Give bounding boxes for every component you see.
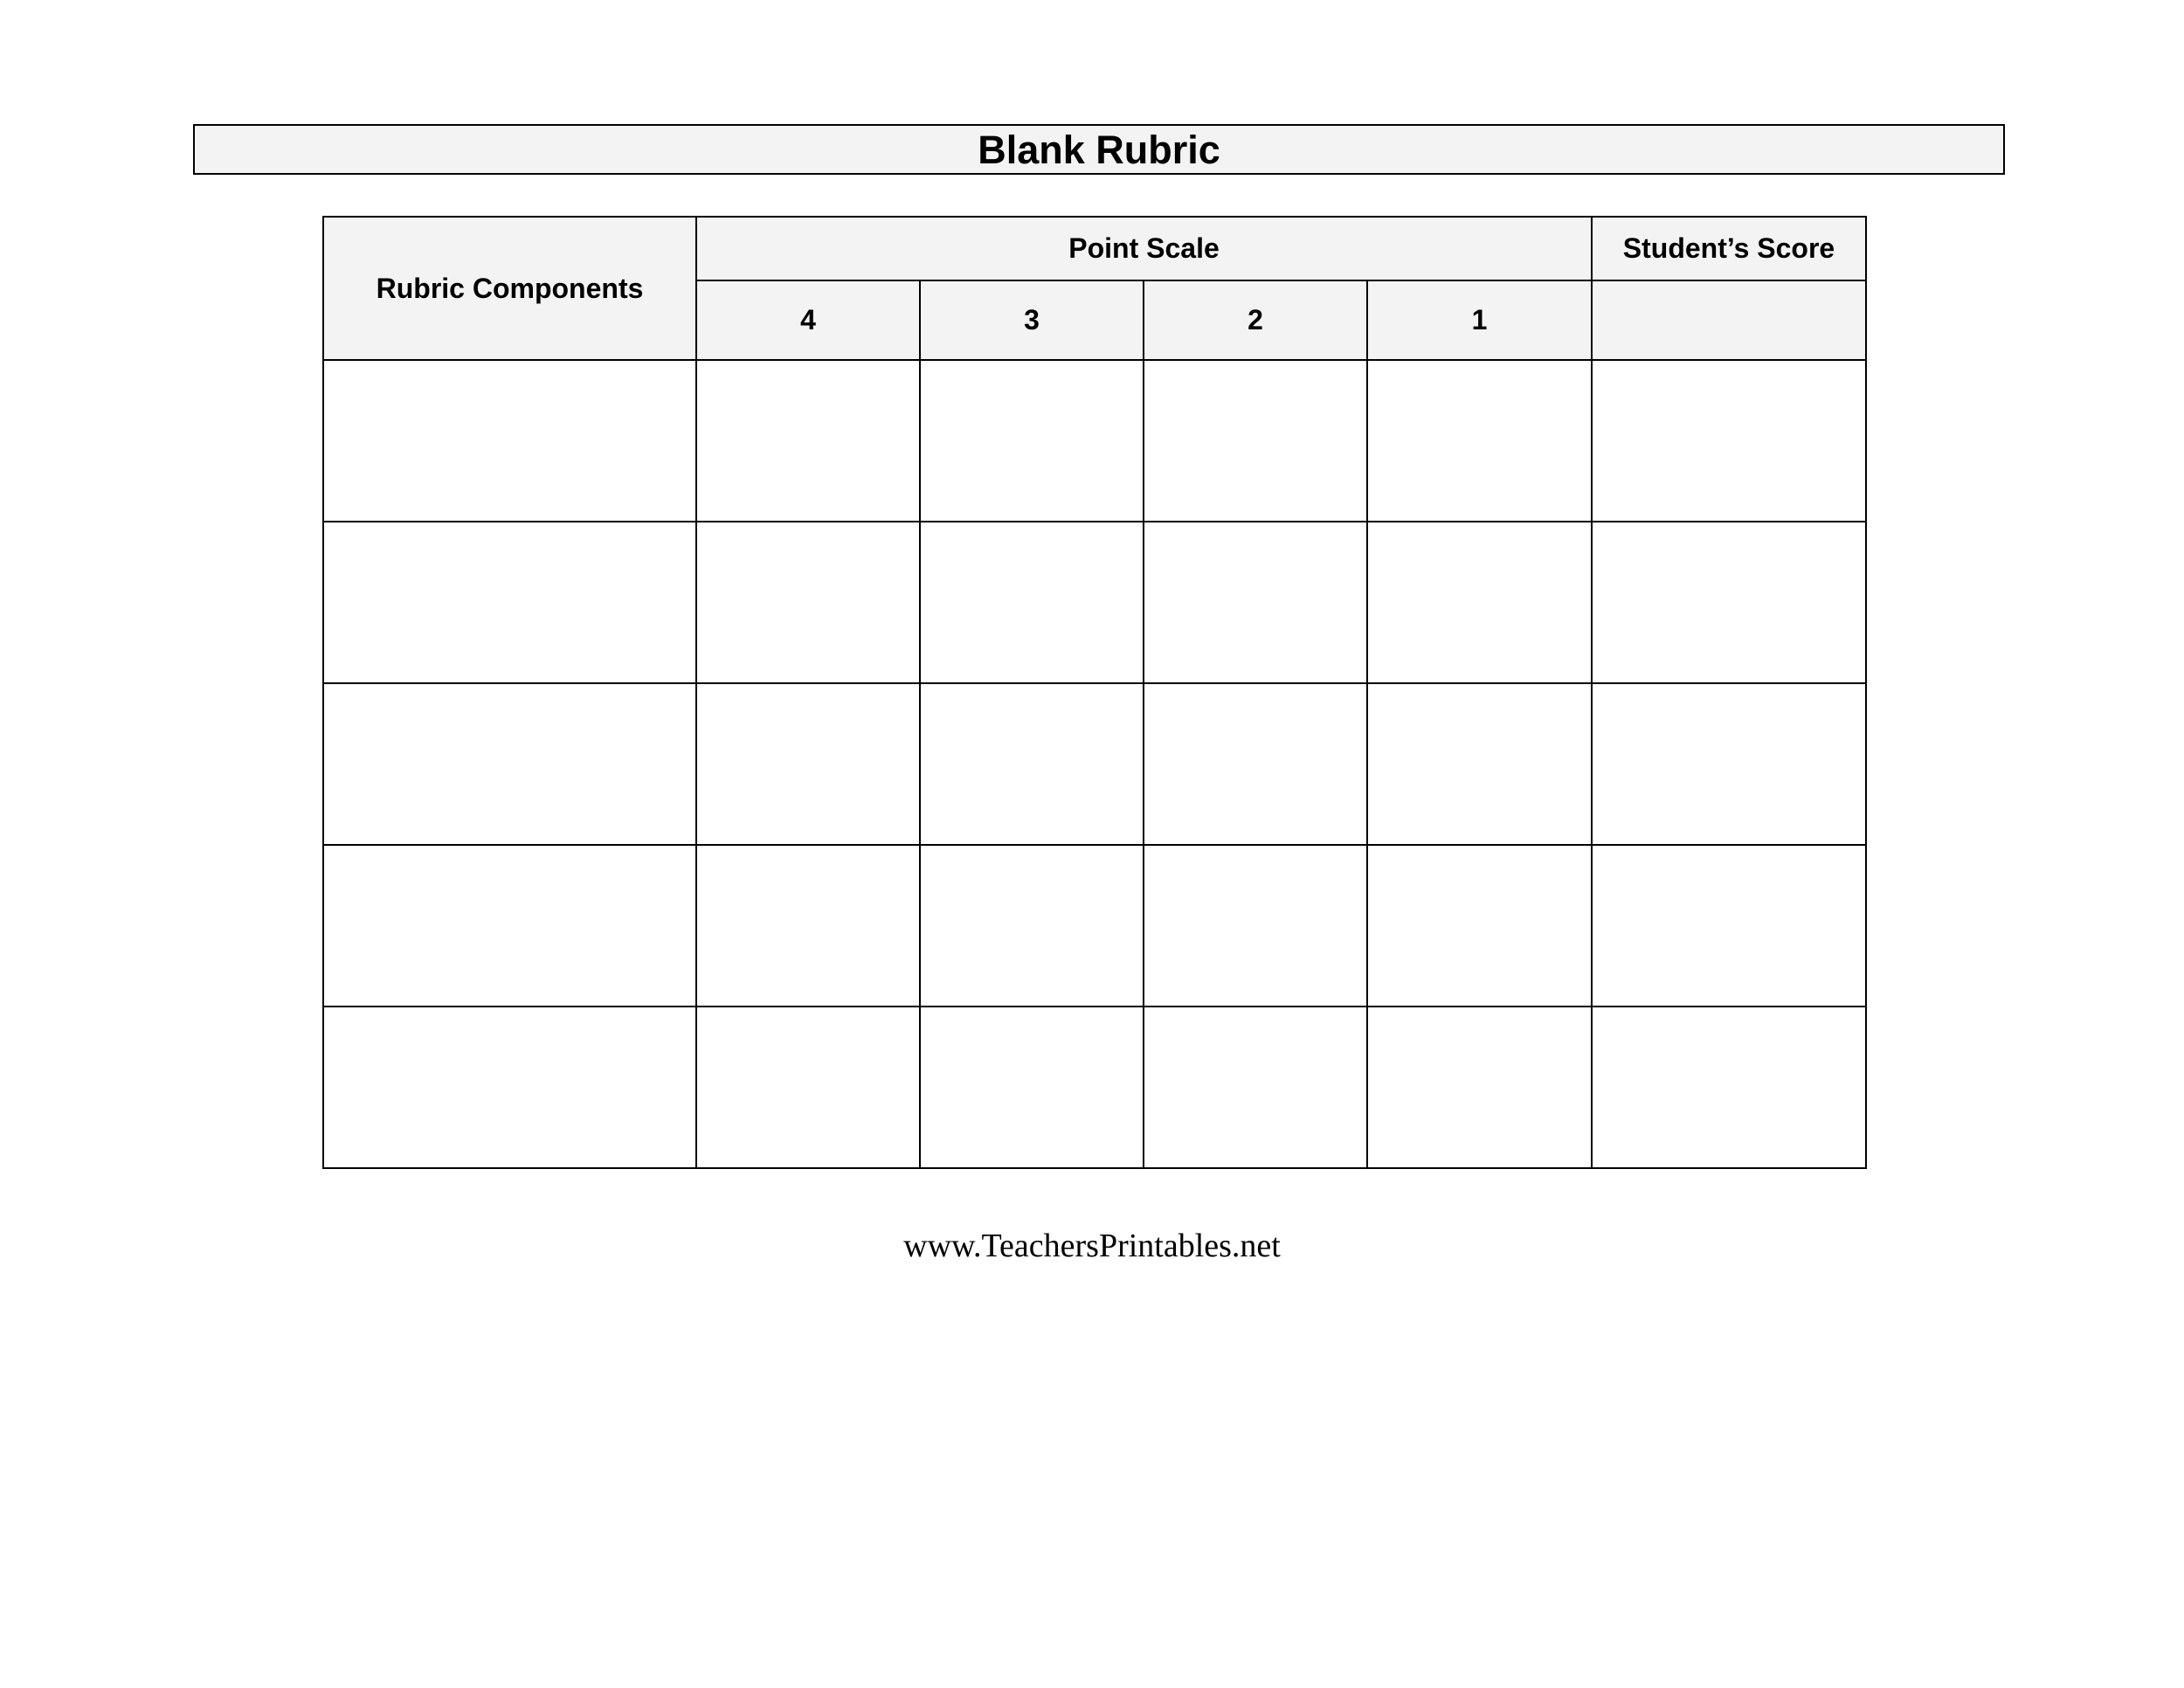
- rubric-components-header: Rubric Components: [323, 217, 696, 360]
- score-subheader-cell: [1592, 280, 1866, 360]
- table-row: [323, 522, 1866, 683]
- rubric-table: [322, 216, 1867, 1169]
- point-scale-header: Point Scale: [696, 217, 1592, 280]
- point-2-cell[interactable]: [1144, 1007, 1367, 1168]
- point-1-cell[interactable]: [1367, 683, 1592, 845]
- point-4-cell[interactable]: [696, 683, 920, 845]
- students-score-header: Student’s Score: [1592, 217, 1866, 280]
- component-cell[interactable]: [323, 1007, 696, 1168]
- footer-url: www.TeachersPrintables.net: [903, 1228, 1281, 1264]
- score-cell[interactable]: [1592, 1007, 1866, 1168]
- score-cell[interactable]: [1592, 522, 1866, 683]
- table-row: [323, 683, 1866, 845]
- point-4-cell[interactable]: [696, 845, 920, 1007]
- page-title: Blank Rubric: [978, 127, 1220, 172]
- point-value-1: 1: [1367, 280, 1592, 360]
- point-3-cell[interactable]: [920, 1007, 1144, 1168]
- point-2-cell[interactable]: [1144, 683, 1367, 845]
- point-4-cell[interactable]: [696, 522, 920, 683]
- table-row: [323, 360, 1866, 522]
- point-2-cell[interactable]: [1144, 522, 1367, 683]
- component-cell[interactable]: [323, 845, 696, 1007]
- point-2-cell[interactable]: [1144, 360, 1367, 522]
- point-3-cell[interactable]: [920, 845, 1144, 1007]
- point-3-cell[interactable]: [920, 360, 1144, 522]
- point-4-cell[interactable]: [696, 360, 920, 522]
- point-value-4: 4: [696, 280, 920, 360]
- component-cell[interactable]: [323, 522, 696, 683]
- score-cell[interactable]: [1592, 360, 1866, 522]
- score-cell[interactable]: [1592, 683, 1866, 845]
- score-cell[interactable]: [1592, 845, 1866, 1007]
- point-value-2: 2: [1144, 280, 1367, 360]
- component-cell[interactable]: [323, 683, 696, 845]
- table-header-row: [323, 217, 1866, 280]
- point-2-cell[interactable]: [1144, 845, 1367, 1007]
- point-1-cell[interactable]: [1367, 845, 1592, 1007]
- point-3-cell[interactable]: [920, 522, 1144, 683]
- table-row: [323, 1007, 1866, 1168]
- point-value-3: 3: [920, 280, 1144, 360]
- table-row: [323, 845, 1866, 1007]
- point-1-cell[interactable]: [1367, 1007, 1592, 1168]
- component-cell[interactable]: [323, 360, 696, 522]
- point-4-cell[interactable]: [696, 1007, 920, 1168]
- point-1-cell[interactable]: [1367, 360, 1592, 522]
- title-bar: [193, 124, 2005, 175]
- point-1-cell[interactable]: [1367, 522, 1592, 683]
- point-3-cell[interactable]: [920, 683, 1144, 845]
